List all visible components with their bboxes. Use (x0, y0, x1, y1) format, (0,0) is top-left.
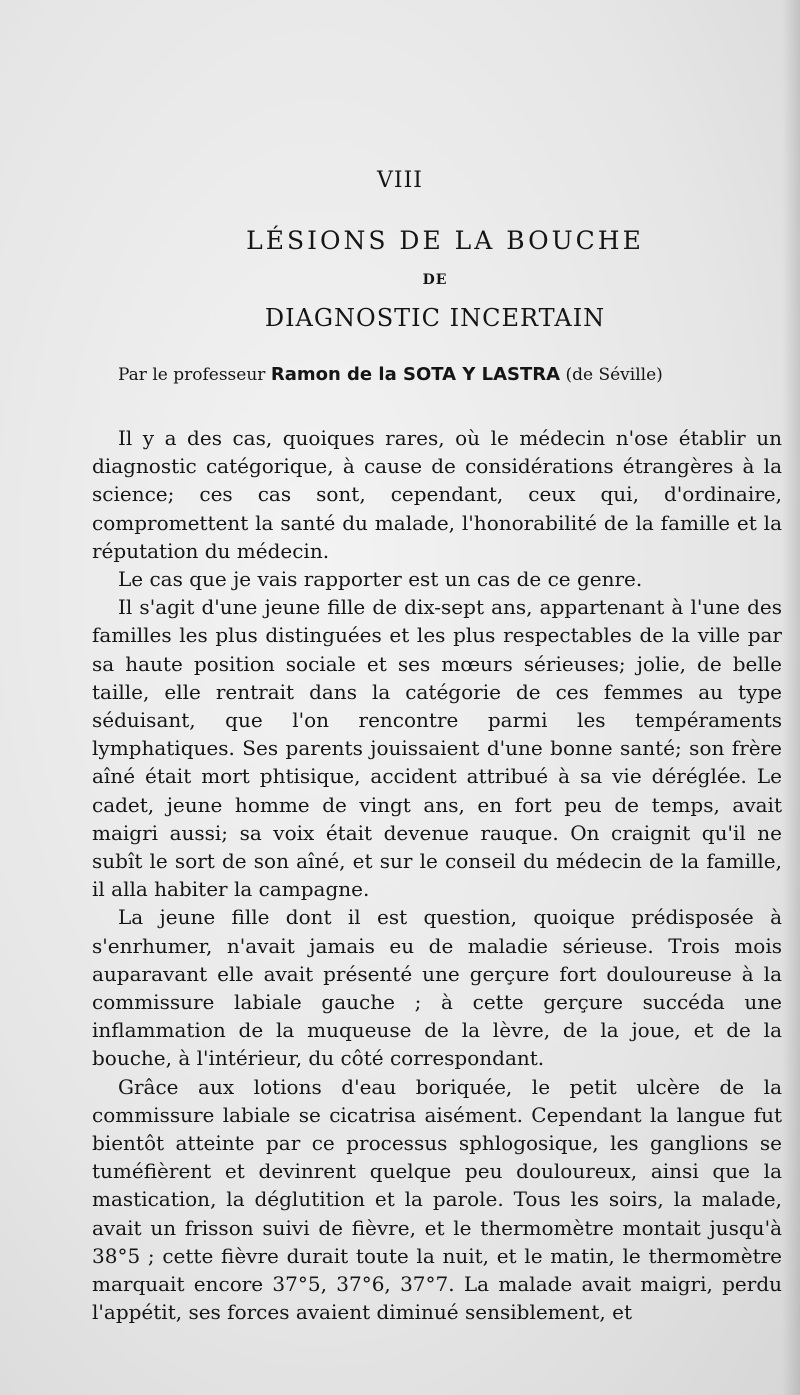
paragraph: Il s'agit d'une jeune fille de dix-sept ans, appartenant à l'une des familles les plus distinguées et les plus respectables de la ville par sa haute position sociale et ses mœurs sérieuses; jolie, de belle taille, elle rentrait dans la catégorie de ces femmes au type séduisant, que l'on rencontre parmi les tempéraments lymphatiques. Ses parents jouissaient d'une bonne santé; son frère aîné était mort phtisique, accident attribué à sa vie déréglée. Le cadet, jeune homme de vingt ans, en fort peu de temps, avait maigri aussi; sa voix était devenue rauque. On craignit qu'il ne subît le sort de son aîné, et sur le conseil du médecin de la famille, il alla habiter la campagne. (92, 595, 782, 902)
paragraph: La jeune fille dont il est question, quoique prédisposée à s'enrhumer, n'avait jamais eu de maladie sérieuse. Trois mois auparavant elle avait présenté une gerçure fort douloureuse à la commissure labiale gauche ; à cette gerçure succéda une inflammation de la muqueuse de la lèvre, de la joue, et de la bouche, à l'intérieur, du côté correspondant. (92, 905, 782, 1071)
title-connector: DE (422, 272, 448, 288)
chapter-number: VIII (377, 168, 423, 193)
page-edge-shadow (782, 0, 800, 1395)
author-origin: (de Séville) (560, 365, 663, 385)
paragraph: Grâce aux lotions d'eau boriquée, le petit ulcère de la commissure labiale se cicatrisa aisément. Cependant la langue fut bientôt atteinte par ce processus sphlogosique, les ganglions se tuméfièrent et devinrent quelque peu douloureux, ainsi que la mastication, la déglutition et la parole. Tous les soirs, la malade, avait un frisson suivi de fièvre, et le thermomètre montait jusqu'à 38°5 ; cette fièvre durait toute la nuit, et le matin, le thermomètre marquait encore 37°5, 37°6, 37°7. La malade avait maigri, perdu l'appétit, ses forces avaient diminué sensiblement, et (92, 1074, 782, 1325)
author-name: Ramon de la SOTA Y LASTRA (270, 364, 561, 385)
byline-prefix: Par le professeur (118, 365, 271, 385)
chapter-subtitle: DIAGNOSTIC INCERTAIN (264, 304, 606, 332)
chapter-title: LÉSIONS DE LA BOUCHE (246, 226, 644, 255)
body-text (92, 424, 782, 1327)
paragraph: Il y a des cas, quoiques rares, où le médecin n'ose établir un diagnostic catégorique, à cause de considérations étrangères à la science; ces cas sont, cependant, ceux qui, d'ordinaire, compromettent la santé du malade, l'honorabilité de la famille et la réputation du médecin. (92, 426, 782, 563)
paragraph: Le cas que je vais rapporter est un cas de ce genre. (118, 567, 643, 592)
byline (118, 364, 663, 385)
